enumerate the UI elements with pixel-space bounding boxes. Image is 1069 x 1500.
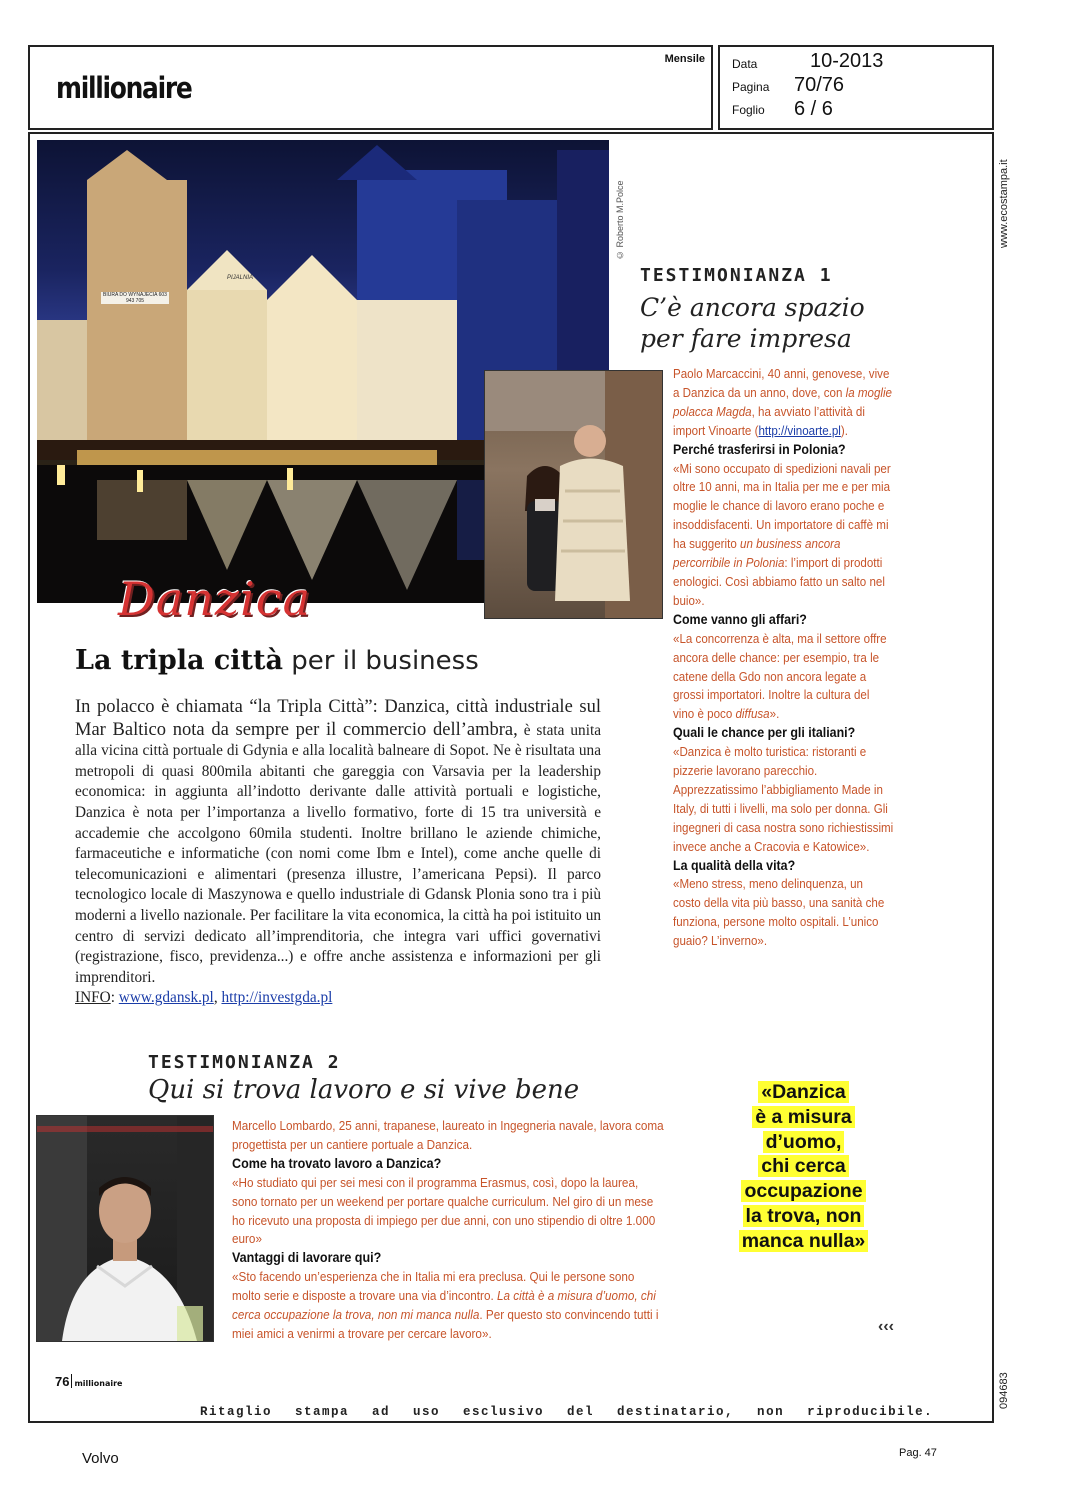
header-meta-box <box>718 45 994 130</box>
pull-quote-text-1: «Danzica <box>758 1081 849 1103</box>
testimony1-intro-a: Paolo Marcaccini, 40 anni, genovese, vive a Danzica da un anno, dove, con <box>673 367 890 400</box>
reproduction-notice: Ritaglio stampa ad uso esclusivo del destinatario, non riproducibile. <box>200 1405 934 1419</box>
end-marker-icon: ‹‹‹ <box>878 1318 894 1335</box>
marcello-photo <box>36 1115 214 1342</box>
testimony1-answer-4: «Meno stress, meno delinquenza, un costo della vita più basso, una sanità che funziona, persone molto ospitali. L’unico guaio? L’inverno». <box>673 877 885 949</box>
pull-quote-line-1 <box>726 1080 881 1105</box>
testimony2-question-1: Come ha trovato lavoro a Danzica? <box>232 1155 442 1171</box>
sidebar-code: 094683 <box>998 1372 1010 1409</box>
testimony1-title-line2: per fare impresa <box>640 324 852 353</box>
testimony1-answer-2a: «La concorrenza è alta, ma il settore offre ancora delle chance: per esempio, tra le catene della Gdo non ancora legate a grossi importatori. Inoltre la cultura del vino è poco <box>673 631 887 722</box>
testimony1-answer-2-italic: diffusa <box>735 707 770 722</box>
testimony2-answer-2b: . Per questo sto convincendo tutti i miei amici a venirmi a trovare per cercare lavoro». <box>232 1308 659 1341</box>
article-body-text: è stata unita alla vicina città portuale di Gdynia e alla località balneare di Sopot. Ne è risultata una metropoli di quasi 800mila abitanti che gareggia con Varsavia per la leadership economica: in aggiunta all’indotto derivante dalle attività portuali e logistiche, Danzica è nota per l’importanza a livello formativo, forte di 15 tra università e accademie che accolgono 60mila studenti. Inoltre brillano le aziende chimiche, farmaceutiche e informatiche (con nomi come Ibm e Intel), come anche quelle di telecomunicazioni e alimentari (presenza illustre, l’americana Pepsi). Il parco tecnologico locale di Maszynowa e quello industriale di Gdansk Plonia sono tra i più moderni a livello nazionale. Per facilitare la vita economica, la città ha poi istituito un centro di servizi dedicato all’imprenditoria, che integra vari uffici governativi (registrazione, fisco, previdenza...) e offre anche assistenza e informazioni per gli imprenditori. <box>75 721 601 986</box>
meta-sheet-value: 6 / 6 <box>794 98 833 120</box>
testimony1-question-4: La qualità della vita? <box>673 857 796 873</box>
pull-quote-text-2: è a misura <box>752 1106 854 1128</box>
marcello-illustration <box>37 1116 213 1341</box>
meta-date-value: 10-2013 <box>810 50 884 72</box>
link-investgda[interactable]: http://investgda.pl <box>221 989 333 1007</box>
folio <box>55 1373 122 1391</box>
headline-bold: La tripla città <box>75 645 283 676</box>
article-kicker: Danzica <box>118 572 312 626</box>
pull-quote-text-3: d’uomo, <box>763 1131 845 1153</box>
couple-illustration <box>485 371 662 618</box>
testimony1-intro-italic: la moglie polacca Magda <box>673 385 893 419</box>
testimony1-answer-1a: «Mi sono occupato di spedizioni navali per oltre 10 anni, ma in Italia per me e per mia moglie le chance di lavoro erano poche e insoddisfacenti. Un importatore di caffè mi ha suggerito <box>673 461 891 552</box>
folio-divider <box>71 1374 72 1388</box>
testimony1-answer-1b: : l’import di prodotti enologici. Così abbiamo fatto un salto nel buio». <box>673 556 885 608</box>
meta-page-label: Pagina <box>732 80 770 94</box>
folio-number: 76 <box>55 1374 70 1389</box>
testimony2-answer-1: «Ho studiato qui per sei mesi con il programma Erasmus, così, dopo la laurea, sono tornato per un weekend per portare qualche curriculum. Nel giro di un mese ho ricevuto una proposta di impiego per due anni, con uno stipendio di oltre 1.000 euro» <box>232 1175 656 1247</box>
testimony2-answer-2-italic: La città è a misura d’uomo, chi cerca occupazione la trova, non mi manca nulla <box>232 1289 656 1323</box>
pull-quote-text-4: chi cerca <box>758 1155 849 1177</box>
pull-quote-line-6 <box>726 1204 881 1229</box>
pull-quote-line-7 <box>726 1229 881 1254</box>
testimony1-question-2: Come vanno gli affari? <box>673 611 807 627</box>
pull-quote-line-4 <box>726 1154 881 1179</box>
photo-sign-office: BIURA DO WYNAJECIA 603 943 705 <box>101 292 169 304</box>
testimony1-title <box>640 292 865 354</box>
info-label: INFO <box>75 989 111 1007</box>
testimony1-title-line1: C’è ancora spazio <box>640 293 865 322</box>
sidebar-site: www.ecostampa.it <box>998 159 1010 248</box>
periodicity-label: Mensile <box>664 53 705 65</box>
pull-quote-line-3 <box>726 1130 881 1155</box>
client-name: Volvo <box>82 1450 119 1467</box>
photo-credit: © Roberto M.Polce <box>615 180 625 260</box>
pull-quote-text-6: la trova, non <box>743 1205 865 1227</box>
meta-sheet-label: Foglio <box>732 103 765 117</box>
headline-rest: per il business <box>283 646 479 676</box>
testimony2-question-2: Vantaggi di lavorare qui? <box>232 1250 382 1266</box>
testimony2-answer-2a: «Sto facendo un’esperienza che in Italia mi era preclusa. Qui le persone sono molto serie e disposte a trovare una via d’incontro. <box>232 1270 635 1304</box>
testimony1-question-1: Perché trasferirsi in Polonia? <box>673 441 846 457</box>
pull-quote-line-5 <box>726 1179 881 1204</box>
testimony1-answer-3: «Danzica è molto turistica: ristoranti e pizzerie lavorano parecchio. Apprezzatissimo l’abbigliamento Made in Italy, di tutti i livelli, ma solo per donna. Gli ingegneri di casa nostra sono richiestissimi invece anche a Cracovia e Katowice». <box>673 745 894 854</box>
photo-sign-pub: PIJALNIA <box>227 275 254 281</box>
testimony2-intro: Marcello Lombardo, 25 anni, trapanese, laureato in Ingegneria navale, lavora coma progettista per un cantiere portuale a Danzica. <box>232 1119 664 1152</box>
pull-quote-text-7: manca nulla» <box>739 1230 869 1252</box>
testimony1-question-3: Quali le chance per gli italiani? <box>673 725 856 741</box>
pull-quote <box>726 1080 881 1254</box>
testimony1-intro-b: , ha avviato l’attività di import Vinoarte ( <box>673 404 865 438</box>
link-vinoarte[interactable]: http://vinoarte.pl <box>758 423 841 438</box>
testimony1-text <box>673 365 894 951</box>
couple-photo <box>484 370 663 619</box>
testimony2-label: TESTIMONIANZA 2 <box>148 1052 341 1073</box>
header-masthead-box <box>28 45 713 130</box>
testimony2-text <box>232 1117 665 1344</box>
testimony1-intro-c: ). <box>840 423 848 438</box>
folio-brand: millionaire <box>74 1379 123 1388</box>
meta-date-label: Data <box>732 57 758 71</box>
info-sep: : <box>110 989 119 1007</box>
pull-quote-text-5: occupazione <box>741 1180 865 1202</box>
link-sep: , <box>213 989 222 1007</box>
meta-page-value: 70/76 <box>794 74 845 96</box>
masthead-logo: millionaire <box>56 71 192 105</box>
testimony1-label: TESTIMONIANZA 1 <box>640 265 833 286</box>
link-gdansk[interactable]: www.gdansk.pl <box>118 989 214 1007</box>
article-headline <box>75 645 479 676</box>
article-body <box>75 696 601 1009</box>
article-lead: In polacco è chiamata “la Tripla Città”: Danzica, città industriale sul Mar Baltico nota da sempre per il commercio dell’ambra, <box>75 697 601 740</box>
testimony2-title: Qui si trova lavoro e si vive bene <box>148 1075 580 1105</box>
pull-quote-line-2 <box>726 1105 881 1130</box>
testimony1-answer-1-italic: un business ancora percorribile in Polonia <box>673 537 841 571</box>
testimony1-answer-2b: ». <box>769 707 780 722</box>
page-number: Pag. 47 <box>899 1447 937 1459</box>
